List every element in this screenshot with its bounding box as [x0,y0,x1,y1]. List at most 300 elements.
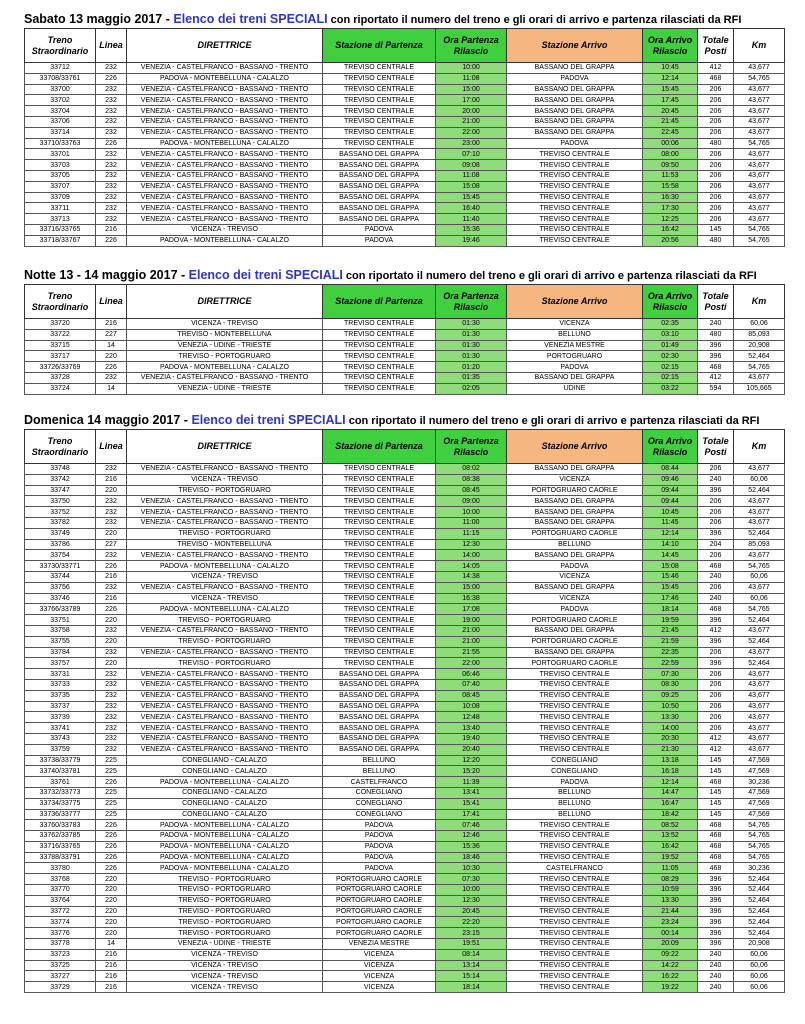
table-cell: VICENZA [323,960,436,971]
table-cell: 206 [698,192,734,203]
table-cell: TREVISO CENTRALE [507,733,643,744]
table-cell: PADOVA - MONTEBELLUNA - CALALZO [127,561,323,572]
table-cell: 12:30 [436,895,507,906]
table-cell: 13:40 [436,723,507,734]
table-cell: 02:15 [643,362,698,373]
table-cell: TREVISO CENTRALE [323,571,436,582]
table-cell: 145 [698,809,734,820]
table-cell: 52,464 [734,485,785,496]
table-cell: 10:30 [436,863,507,874]
table-cell: 15:00 [436,84,507,95]
table-row [25,841,785,852]
table-row [25,106,785,117]
table-cell: 19:52 [643,852,698,863]
table-cell: 232 [96,496,127,507]
table-cell: 227 [96,539,127,550]
table-cell: 19:40 [436,733,507,744]
table-cell: BASSANO DEL GRAPPA [507,507,643,518]
table-cell: 52,464 [734,917,785,928]
table-cell: TREVISO CENTRALE [507,203,643,214]
table-cell: 206 [698,160,734,171]
table-cell: 15:45 [643,582,698,593]
table-cell: TREVISO CENTRALE [507,895,643,906]
table-cell: VENEZIA - CASTELFRANCO - BASSANO - TRENTO [127,192,323,203]
table-cell: VENEZIA - CASTELFRANCO - BASSANO - TRENTO [127,214,323,225]
table-cell: TREVISO - PORTOGRUARO [127,528,323,539]
table-cell: BELLUNO [507,539,643,550]
table-cell: 13:14 [436,960,507,971]
table-cell: CASTELFRANCO [507,863,643,874]
table-row [25,550,785,561]
table-cell: 240 [698,971,734,982]
table-cell: 01:30 [436,351,507,362]
table-cell: 30,236 [734,777,785,788]
table-cell: 33780 [25,863,96,874]
table-cell: 396 [698,917,734,928]
column-header: Ora Arrivo Rilascio [643,285,698,319]
table-row [25,798,785,809]
table-cell: TREVISO CENTRALE [507,852,643,863]
table-cell: 01:20 [436,362,507,373]
table-row [25,127,785,138]
table-cell: 33736/33777 [25,809,96,820]
table-cell: 220 [96,485,127,496]
table-row [25,561,785,572]
table-cell: CONEGLIANO [323,798,436,809]
table-cell: 47,569 [734,755,785,766]
table-cell: 226 [96,73,127,84]
table-cell: 52,464 [734,658,785,669]
table-cell: BASSANO DEL GRAPPA [507,95,643,106]
column-header: Stazione Arrivo [507,29,643,63]
table-cell: 232 [96,679,127,690]
table-row [25,539,785,550]
table-cell: 54,765 [734,831,785,842]
table-cell: 15:36 [436,841,507,852]
table-cell: TREVISO CENTRALE [323,658,436,669]
table-cell: 232 [96,116,127,127]
table-cell: 43,677 [734,625,785,636]
table-cell: 22:20 [436,917,507,928]
table-cell: TREVISO CENTRALE [323,464,436,475]
table-cell: 08:29 [643,874,698,885]
table-cell: TREVISO CENTRALE [323,582,436,593]
table-cell: 52,464 [734,885,785,896]
table-cell: 43,677 [734,95,785,106]
table-cell: 43,677 [734,744,785,755]
table-row [25,582,785,593]
table-row [25,362,785,373]
table-row [25,723,785,734]
table-cell: 216 [96,593,127,604]
table-row [25,214,785,225]
table-cell: PADOVA - MONTEBELLUNA - CALALZO [127,852,323,863]
table-cell: TREVISO - PORTOGRUARO [127,636,323,647]
table-row [25,319,785,330]
table-cell: 232 [96,160,127,171]
table-cell: 33701 [25,149,96,160]
table-cell: 206 [698,550,734,561]
table-cell: TREVISO CENTRALE [323,106,436,117]
table-cell: 232 [96,669,127,680]
table-row [25,95,785,106]
table-cell: PADOVA [323,852,436,863]
table-cell: 33720 [25,319,96,330]
table-cell: 216 [96,982,127,993]
table-cell: 33756 [25,582,96,593]
table-cell: 15:41 [436,798,507,809]
column-header: Totale Posti [698,285,734,319]
table-cell: 204 [698,539,734,550]
table-cell: 468 [698,841,734,852]
table-cell: 14:47 [643,787,698,798]
table-cell: 594 [698,383,734,394]
table-cell: 20:09 [643,939,698,950]
table-cell: 396 [698,485,734,496]
table-cell: 17:08 [436,604,507,615]
table-cell: 232 [96,127,127,138]
table-cell: 52,464 [734,615,785,626]
table-cell: 33724 [25,383,96,394]
table-cell: BASSANO DEL GRAPPA [323,701,436,712]
table-cell: 412 [698,63,734,74]
table-row [25,73,785,84]
table-cell: 33743 [25,733,96,744]
table-cell: BASSANO DEL GRAPPA [323,690,436,701]
table-cell: 12:14 [643,528,698,539]
table-cell: PORTOGRUARO CAORLE [323,874,436,885]
table-cell: 60,06 [734,982,785,993]
column-header: Km [734,285,785,319]
table-cell: 20,908 [734,340,785,351]
column-header: Km [734,29,785,63]
table-cell: 33714 [25,127,96,138]
table-cell: 33737 [25,701,96,712]
table-cell: VICENZA - TREVISO [127,960,323,971]
table-cell: 33768 [25,874,96,885]
section-title [24,12,784,28]
table-cell: BASSANO DEL GRAPPA [323,192,436,203]
table-cell: 240 [698,593,734,604]
table-cell: BASSANO DEL GRAPPA [507,550,643,561]
table-cell: 396 [698,340,734,351]
table-cell: 220 [96,658,127,669]
table-cell: TREVISO CENTRALE [323,474,436,485]
table-cell: TREVISO CENTRALE [323,362,436,373]
title-suffix: con riportato il numero del treno e gli orari di arrivo e partenza rilasciati da RFI [345,415,760,427]
table-cell: TREVISO - PORTOGRUARO [127,485,323,496]
table-cell: 145 [698,798,734,809]
table-cell: BASSANO DEL GRAPPA [323,723,436,734]
table-cell: 52,464 [734,874,785,885]
column-header: Ora Arrivo Rilascio [643,29,698,63]
table-cell: VICENZA [507,474,643,485]
table-cell: 60,06 [734,960,785,971]
table-cell: 232 [96,625,127,636]
table-cell: PADOVA - MONTEBELLUNA - CALALZO [127,73,323,84]
table-cell: 17:46 [643,593,698,604]
table-cell: 105,665 [734,383,785,394]
table-cell: 19:00 [436,615,507,626]
column-header: Stazione di Partenza [323,430,436,464]
table-row [25,777,785,788]
table-cell: 468 [698,362,734,373]
table-cell: 226 [96,604,127,615]
table-cell: VENEZIA - CASTELFRANCO - BASSANO - TRENTO [127,517,323,528]
table-cell: 396 [698,528,734,539]
table-cell: 15:08 [643,561,698,572]
table-row [25,874,785,885]
table-cell: 33709 [25,192,96,203]
table-row [25,949,785,960]
table-cell: BELLUNO [507,809,643,820]
table-cell: BASSANO DEL GRAPPA [323,160,436,171]
table-row [25,329,785,340]
table-cell: 33778 [25,939,96,950]
table-cell: BASSANO DEL GRAPPA [323,170,436,181]
table-row [25,192,785,203]
table-cell: PADOVA [507,561,643,572]
table-cell: PORTOGRUARO CAORLE [323,928,436,939]
table-cell: 43,677 [734,550,785,561]
table-cell: VENEZIA - CASTELFRANCO - BASSANO - TRENTO [127,106,323,117]
section-date: Notte 13 - 14 maggio 2017 - [24,268,189,282]
table-cell: 232 [96,701,127,712]
table-cell: 09:00 [436,496,507,507]
table-cell: 43,677 [734,203,785,214]
table-cell: 52,464 [734,906,785,917]
table-cell: TREVISO CENTRALE [507,820,643,831]
table-cell: TREVISO - PORTOGRUARO [127,874,323,885]
table-cell: 14 [96,383,127,394]
table-cell: 396 [698,885,734,896]
table-row [25,809,785,820]
table-cell: 396 [698,895,734,906]
table-cell: 09:25 [643,690,698,701]
table-cell: 33744 [25,571,96,582]
table-cell: VICENZA - TREVISO [127,319,323,330]
table-cell: TREVISO CENTRALE [507,160,643,171]
table-cell: 43,677 [734,181,785,192]
table-cell: 08:00 [643,149,698,160]
table-cell: 220 [96,917,127,928]
table-row [25,181,785,192]
table-cell: TREVISO - PORTOGRUARO [127,351,323,362]
table-cell: 07:46 [436,820,507,831]
table-cell: 33764 [25,895,96,906]
table-cell: 33723 [25,949,96,960]
table-cell: TREVISO CENTRALE [323,528,436,539]
table-cell: 33751 [25,615,96,626]
table-cell: 33741 [25,723,96,734]
table-cell: 85,093 [734,539,785,550]
table-cell: 33726/33769 [25,362,96,373]
table-cell: 220 [96,874,127,885]
table-row [25,593,785,604]
table-cell: VICENZA - TREVISO [127,593,323,604]
section-title [24,413,784,429]
table-cell: TREVISO - MONTEBELLUNA [127,329,323,340]
table-cell: 33762/33785 [25,831,96,842]
table-cell: VENEZIA - CASTELFRANCO - BASSANO - TRENTO [127,203,323,214]
table-cell: 17:00 [436,95,507,106]
table-cell: TREVISO CENTRALE [507,712,643,723]
table-cell: 14:10 [643,539,698,550]
table-cell: 206 [698,116,734,127]
table-row [25,203,785,214]
table-cell: VICENZA - TREVISO [127,474,323,485]
table-cell: 10:45 [643,507,698,518]
table-cell: 54,765 [734,73,785,84]
table-cell: TREVISO CENTRALE [323,507,436,518]
column-header: Ora Arrivo Rilascio [643,430,698,464]
table-cell: 16:18 [643,766,698,777]
table-cell: VENEZIA - CASTELFRANCO - BASSANO - TRENTO [127,550,323,561]
table-cell: 33711 [25,203,96,214]
table-cell: 33749 [25,528,96,539]
table-cell: 09:44 [643,496,698,507]
table-cell: VENEZIA - UDINE - TRIESTE [127,340,323,351]
table-cell: CONEGLIANO - CALALZO [127,755,323,766]
table-cell: 216 [96,474,127,485]
table-cell: TREVISO CENTRALE [507,224,643,235]
table-cell: 17:30 [643,203,698,214]
table-cell: 240 [698,960,734,971]
table-cell: 43,677 [734,84,785,95]
table-cell: 11:45 [643,517,698,528]
table-cell: PADOVA - MONTEBELLUNA - CALALZO [127,863,323,874]
table-cell: 232 [96,464,127,475]
table-cell: 396 [698,928,734,939]
table-cell: 206 [698,84,734,95]
table-cell: 43,677 [734,507,785,518]
table-cell: 33770 [25,885,96,896]
table-cell: CONEGLIANO [507,766,643,777]
table-cell: 43,677 [734,127,785,138]
table-cell: 225 [96,787,127,798]
table-cell: TREVISO - PORTOGRUARO [127,895,323,906]
table-cell: 43,677 [734,116,785,127]
table-cell: 12:46 [436,831,507,842]
table-cell: PADOVA [507,73,643,84]
table-cell: PADOVA [507,138,643,149]
table-row [25,831,785,842]
table-cell: 206 [698,149,734,160]
table-cell: 20:00 [436,106,507,117]
table-cell: VICENZA [323,971,436,982]
table-cell: 16:38 [436,593,507,604]
table-cell: 47,569 [734,787,785,798]
table-cell: BASSANO DEL GRAPPA [323,149,436,160]
table-cell: 23:24 [643,917,698,928]
table-cell: 33739 [25,712,96,723]
table-cell: 11:08 [436,170,507,181]
table-cell: 468 [698,561,734,572]
table-cell: 17:41 [436,809,507,820]
table-cell: TREVISO CENTRALE [323,615,436,626]
table-cell: PADOVA - MONTEBELLUNA - CALALZO [127,831,323,842]
table-cell: 33784 [25,647,96,658]
table-cell: 15:45 [643,84,698,95]
column-header: Ora Partenza Rilascio [436,430,507,464]
table-cell: 52,464 [734,928,785,939]
table-cell: VENEZIA - CASTELFRANCO - BASSANO - TRENTO [127,690,323,701]
table-cell: VENEZIA - UDINE - TRIESTE [127,939,323,950]
table-cell: 396 [698,939,734,950]
table-cell: VENEZIA - CASTELFRANCO - BASSANO - TRENTO [127,84,323,95]
table-cell: 01:35 [436,372,507,383]
table-cell: CONEGLIANO - CALALZO [127,798,323,809]
table-cell: VENEZIA - CASTELFRANCO - BASSANO - TRENTO [127,625,323,636]
table-cell: TREVISO - PORTOGRUARO [127,885,323,896]
table-cell: VENEZIA - CASTELFRANCO - BASSANO - TRENTO [127,679,323,690]
table-cell: 11:05 [643,863,698,874]
table-cell: 02:30 [643,351,698,362]
table-row [25,701,785,712]
table-cell: 33761 [25,777,96,788]
table-cell: PADOVA - MONTEBELLUNA - CALALZO [127,841,323,852]
table-cell: 23:00 [436,138,507,149]
table-cell: 33702 [25,95,96,106]
table-cell: 30,236 [734,863,785,874]
table-cell: 03:22 [643,383,698,394]
table-cell: VENEZIA - CASTELFRANCO - BASSANO - TRENTO [127,733,323,744]
column-header: Treno Straordinario [25,285,96,319]
table-cell: 412 [698,625,734,636]
table-row [25,235,785,246]
table-cell: VENEZIA - CASTELFRANCO - BASSANO - TRENTO [127,701,323,712]
table-cell: 10:00 [436,507,507,518]
table-cell: 22:00 [436,127,507,138]
table-cell: 54,765 [734,362,785,373]
table-cell: 43,677 [734,170,785,181]
table-cell: 480 [698,329,734,340]
table-cell: 15:08 [436,181,507,192]
table-cell: BASSANO DEL GRAPPA [323,679,436,690]
table-cell: TREVISO CENTRALE [323,340,436,351]
table-cell: 216 [96,949,127,960]
title-suffix: con riportato il numero del treno e gli orari di arrivo e partenza rilasciati da RFI [327,14,742,26]
table-cell: 468 [698,820,734,831]
table-cell: 225 [96,798,127,809]
table-cell: 226 [96,138,127,149]
table-cell: VENEZIA - CASTELFRANCO - BASSANO - TRENTO [127,372,323,383]
table-cell: 232 [96,149,127,160]
table-cell: 07:10 [436,149,507,160]
column-header: Totale Posti [698,430,734,464]
table-cell: 33735 [25,690,96,701]
table-cell: 43,677 [734,712,785,723]
table-cell: TREVISO CENTRALE [507,939,643,950]
table-cell: VICENZA [507,571,643,582]
title-highlight: Elenco dei treni SPECIALI [173,12,328,26]
table-cell: 412 [698,372,734,383]
table-cell: 11:00 [436,517,507,528]
table-cell: 11:40 [436,214,507,225]
table-cell: VENEZIA - CASTELFRANCO - BASSANO - TRENTO [127,63,323,74]
table-row [25,474,785,485]
table-cell: VENEZIA - CASTELFRANCO - BASSANO - TRENTO [127,127,323,138]
table-cell: BELLUNO [323,755,436,766]
table-cell: 13:18 [643,755,698,766]
table-cell: 43,677 [734,669,785,680]
table-cell: VENEZIA - CASTELFRANCO - BASSANO - TRENTO [127,669,323,680]
table-cell: 15:14 [436,971,507,982]
table-cell: 226 [96,362,127,373]
table-row [25,224,785,235]
table-cell: 13:30 [643,712,698,723]
table-cell: 10:00 [436,885,507,896]
